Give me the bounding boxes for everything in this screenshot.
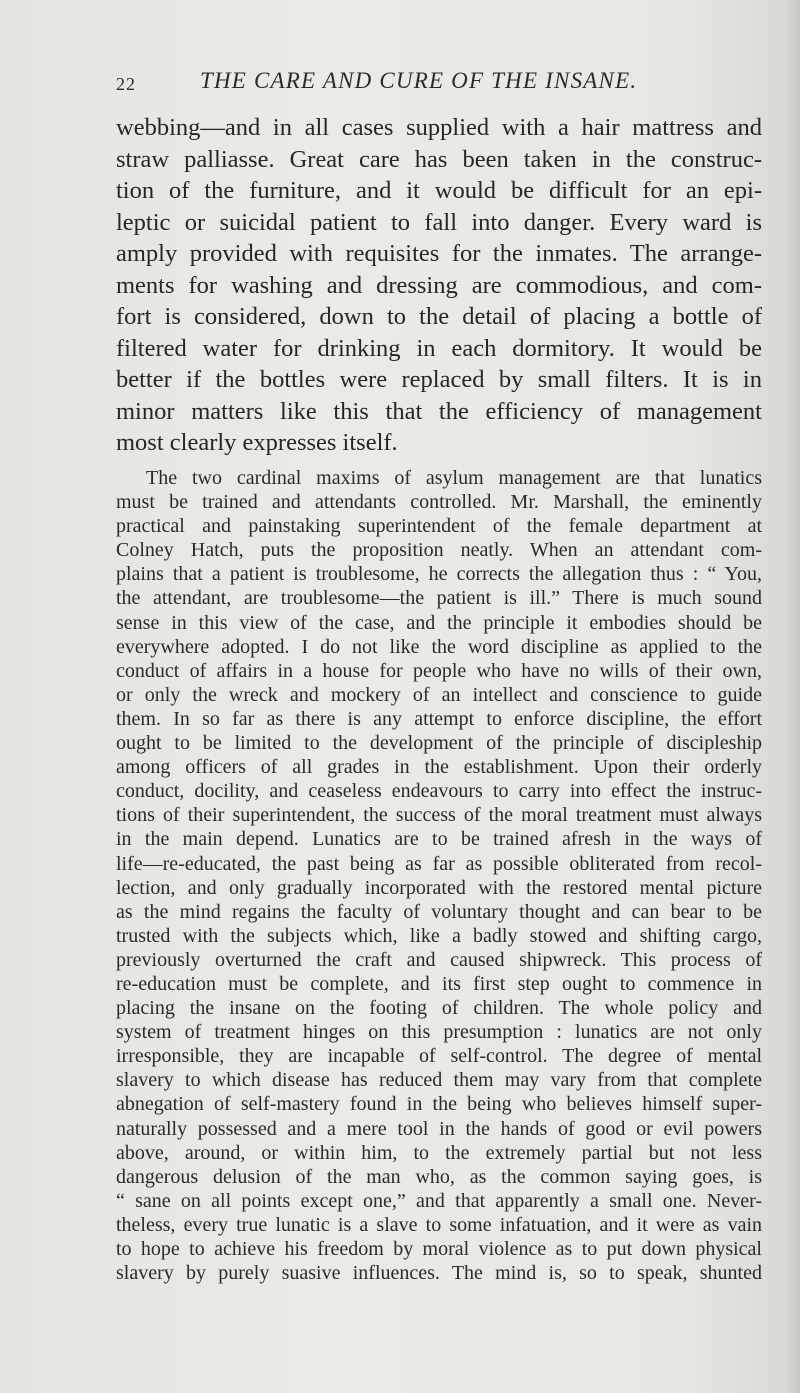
text-line: everywhere adopted. I do not like the word discipline as applied to the [116,635,762,658]
text-line: to hope to achieve his freedom by moral violence as to put down physical [116,1238,762,1260]
text-line: “ sane on all points except one,” and that apparently a small one. Never- [116,1189,762,1212]
text-line: plains that a patient is troublesome, he corrects the allegation thus : “ You, [116,563,762,586]
text-line: previously overturned the craft and caused shipwreck. This process of [116,948,762,971]
running-title: THE CARE AND CURE OF THE INSANE. [200,68,638,93]
text-line: placing the insane on the footing of children. The whole policy and [116,997,762,1020]
text-line: leptic or suicidal patient to fall into danger. Every ward is [116,208,762,236]
text-line: naturally possessed and a mere tool in the hands of good or evil powers [116,1117,762,1140]
text-line: life—re-educated, the past being as far as possible obliterated from recol- [116,852,762,875]
running-header [116,68,756,100]
text-line: fort is considered, down to the detail of placing a bottle of [116,303,762,330]
text-line: sense in this view of the case, and the principle it embodies should be [116,611,762,634]
text-line: or only the wreck and mockery of an intellect and conscience to guide [116,683,762,706]
text-line: system of treatment hinges on this presumption : lunatics are not only [116,1021,762,1044]
paragraph-large-print [116,112,762,459]
text-line: Colney Hatch, puts the proposition neatly. When an attendant com- [116,539,762,562]
text-line: amply provided with requisites for the inmates. The arrange- [116,240,762,267]
paragraph-small-print [116,466,762,1285]
text-line: most clearly expresses itself. [116,429,398,456]
text-line: dangerous delusion of the man who, as the common saying goes, is [116,1165,762,1188]
text-line: the attendant, are troublesome—the patient is ill.” There is much sound [116,587,762,610]
text-line: better if the bottles were replaced by small filters. It is in [116,366,762,393]
text-line: trusted with the subjects which, like a badly stowed and shifting cargo, [116,924,762,947]
text-line: must be trained and attendants controlled. Mr. Marshall, the eminently [116,491,762,514]
text-line: in the main depend. Lunatics are to be trained afresh in the ways of [116,828,762,851]
text-line: ought to be limited to the development of the principle of discipleship [116,732,762,755]
text-line: conduct of affairs in a house for people who have no wills of their own, [116,659,762,682]
text-line: lection, and only gradually incorporated with the restored mental picture [116,876,762,899]
text-line: them. In so far as there is any attempt to enforce discipline, the effort [116,707,762,730]
text-line: tions of their superintendent, the success of the moral treatment must always [116,804,762,827]
text-line: webbing—and in all cases supplied with a hair mattress and [116,114,762,141]
text-line: filtered water for drinking in each dormitory. It would be [116,334,762,362]
page-number: 22 [116,74,136,94]
page-edge-shadow [786,0,800,1393]
text-line: theless, every true lunatic is a slave to some infatuation, and it were as vain [116,1213,762,1236]
text-line: as the mind regains the faculty of voluntary thought and can bear to be [116,900,762,923]
text-line: The two cardinal maxims of asylum management are that lunatics [146,467,762,489]
text-line: irresponsible, they are incapable of self-control. The degree of mental [116,1045,762,1068]
text-line: abnegation of self-mastery found in the being who believes himself super- [116,1093,762,1116]
text-line: slavery to which disease has reduced them may vary from that complete [116,1069,762,1092]
text-line: above, around, or within him, to the extremely partial but not less [116,1141,762,1164]
text-line: tion of the furniture, and it would be difficult for an epi- [116,177,762,204]
text-line: straw palliasse. Great care has been taken in the construc- [116,145,762,173]
text-line: conduct, docility, and ceaseless endeavours to carry into effect the instruc- [116,780,762,803]
text-line: minor matters like this that the efficiency of management [116,397,762,425]
text-line: re-education must be complete, and its first step ought to commence in [116,972,762,995]
text-line: among officers of all grades in the establishment. Upon their orderly [116,756,762,779]
text-line: ments for washing and dressing are commodious, and com- [116,271,762,299]
text-line: slavery by purely suasive influences. The mind is, so to speak, shunted [116,1262,762,1285]
text-line: practical and painstaking superintendent of the female department at [116,515,762,538]
